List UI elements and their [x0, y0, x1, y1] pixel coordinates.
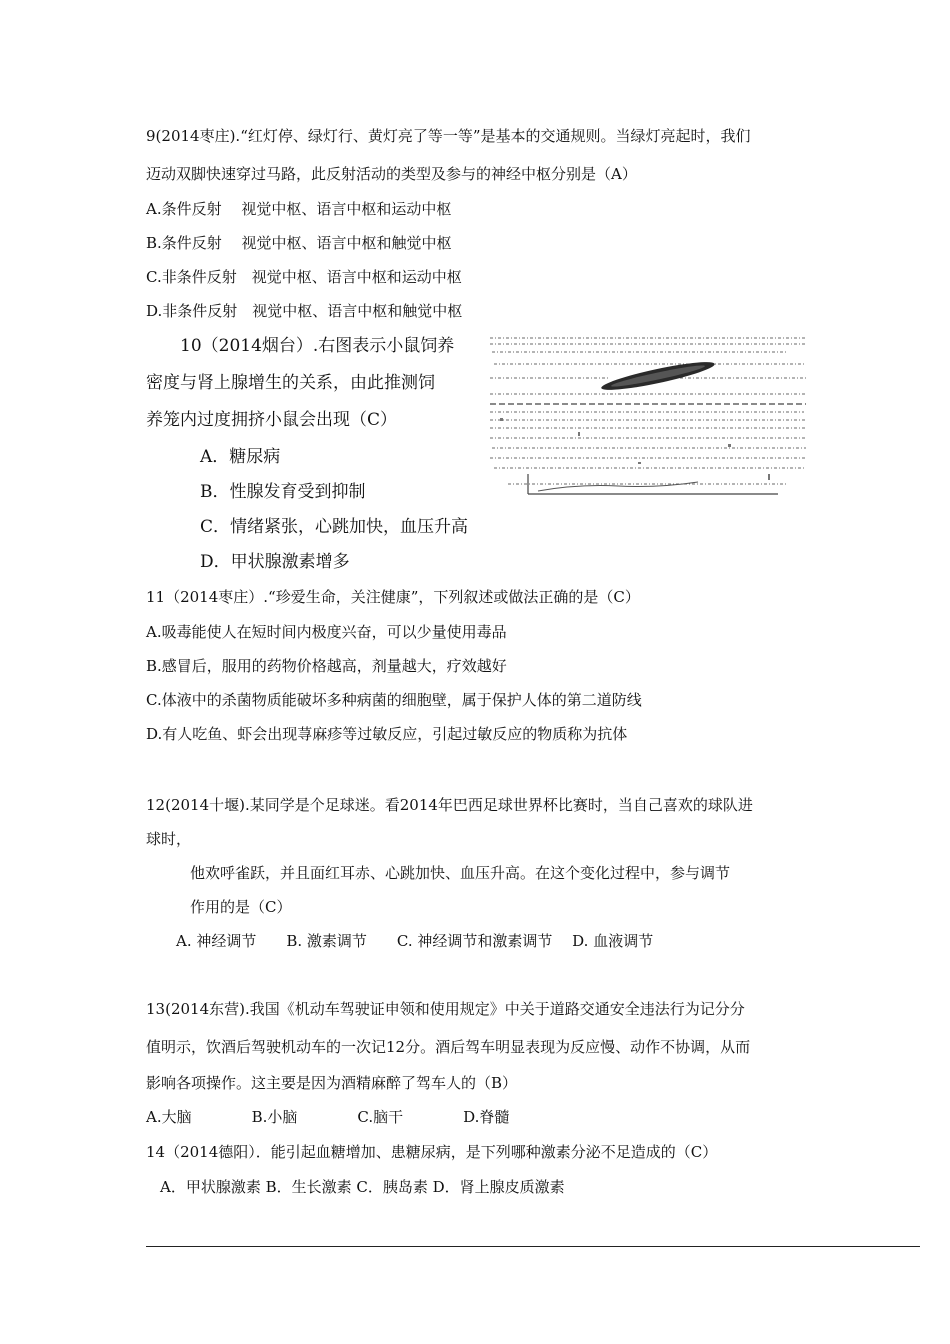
q10-option-c: C．情绪紧张，心跳加快，血压升高: [200, 517, 469, 537]
q10-option-a: A．糖尿病: [200, 447, 281, 467]
footer-divider: [146, 1246, 920, 1247]
q9-option-b: B.条件反射 视觉中枢、语言中枢和触觉中枢: [146, 234, 452, 252]
q10-option-d: D．甲状腺激素增多: [200, 552, 350, 572]
q9-stem-line2: 迈动双脚快速穿过马路，此反射活动的类型及参与的神经中枢分别是（A）: [146, 165, 637, 183]
q9-option-c: C.非条件反射 视觉中枢、语言中枢和运动中枢: [146, 268, 462, 286]
q12-options: A. 神经调节 B. 激素调节 C. 神经调节和激素调节 D. 血液调节: [176, 932, 654, 950]
q9-stem-line1: 9(2014枣庄).“红灯停、绿灯行、黄灯亮了等一等”是基本的交通规则。当绿灯亮起时，我们: [146, 127, 751, 145]
q12-stem-line1: 12(2014十堰).某同学是个足球迷。看2014年巴西足球世界杯比赛时，当自己喜欢的球队进: [146, 796, 753, 814]
q11-option-b: B.感冒后，服用的药物价格越高，剂量越大，疗效越好: [146, 657, 507, 675]
q10-option-b: B．性腺发育受到抑制: [200, 482, 366, 502]
q11-option-c: C.体液中的杀菌物质能破坏多种病菌的细胞壁，属于保护人体的第二道防线: [146, 691, 642, 709]
q11-stem: 11（2014枣庄）.“珍爱生命，关注健康”，下列叙述或做法正确的是（C）: [146, 588, 640, 606]
q10-stem-line1: 10（2014烟台）.右图表示小鼠饲养: [180, 336, 455, 356]
q13-stem-line3: 影响各项操作。这主要是因为酒精麻醉了驾车人的（B）: [146, 1074, 518, 1092]
q12-stem-line4: 作用的是（C）: [190, 898, 292, 916]
q14-stem: 14（2014德阳）．能引起血糖增加、患糖尿病，是下列哪种激素分泌不足造成的（C）: [146, 1143, 718, 1161]
q10-stem-line3: 养笼内过度拥挤小鼠会出现（C）: [146, 410, 398, 430]
q12-stem-line2: 球时，: [146, 830, 192, 848]
q9-option-a: A.条件反射 视觉中枢、语言中枢和运动中枢: [146, 200, 452, 218]
q11-option-a: A.吸毒能使人在短时间内极度兴奋，可以少量使用毒品: [146, 623, 507, 641]
q13-stem-line1: 13(2014东营).我国《机动车驾驶证申领和使用规定》中关于道路交通安全违法行为记分分: [146, 1000, 745, 1018]
q13-stem-line2: 值明示，饮酒后驾驶机动车的一次记12分。酒后驾车明显表现为反应慢、动作不协调，从而: [146, 1038, 751, 1056]
q13-options: A.大脑 B.小脑 C.脑干 D.脊髓: [146, 1108, 510, 1126]
q9-option-d: D.非条件反射 视觉中枢、语言中枢和触觉中枢: [146, 302, 463, 320]
q10-figure-image: [488, 334, 808, 496]
q14-options: A．甲状腺激素 B．生长激素 C．胰岛素 D．肾上腺皮质激素: [160, 1178, 565, 1196]
q11-option-d: D.有人吃鱼、虾会出现荨麻疹等过敏反应，引起过敏反应的物质称为抗体: [146, 725, 628, 743]
q10-stem-line2: 密度与肾上腺增生的关系，由此推测饲: [146, 373, 435, 393]
q12-stem-line3: 他欢呼雀跃，并且面红耳赤、心跳加快、血压升高。在这个变化过程中，参与调节: [190, 864, 731, 882]
